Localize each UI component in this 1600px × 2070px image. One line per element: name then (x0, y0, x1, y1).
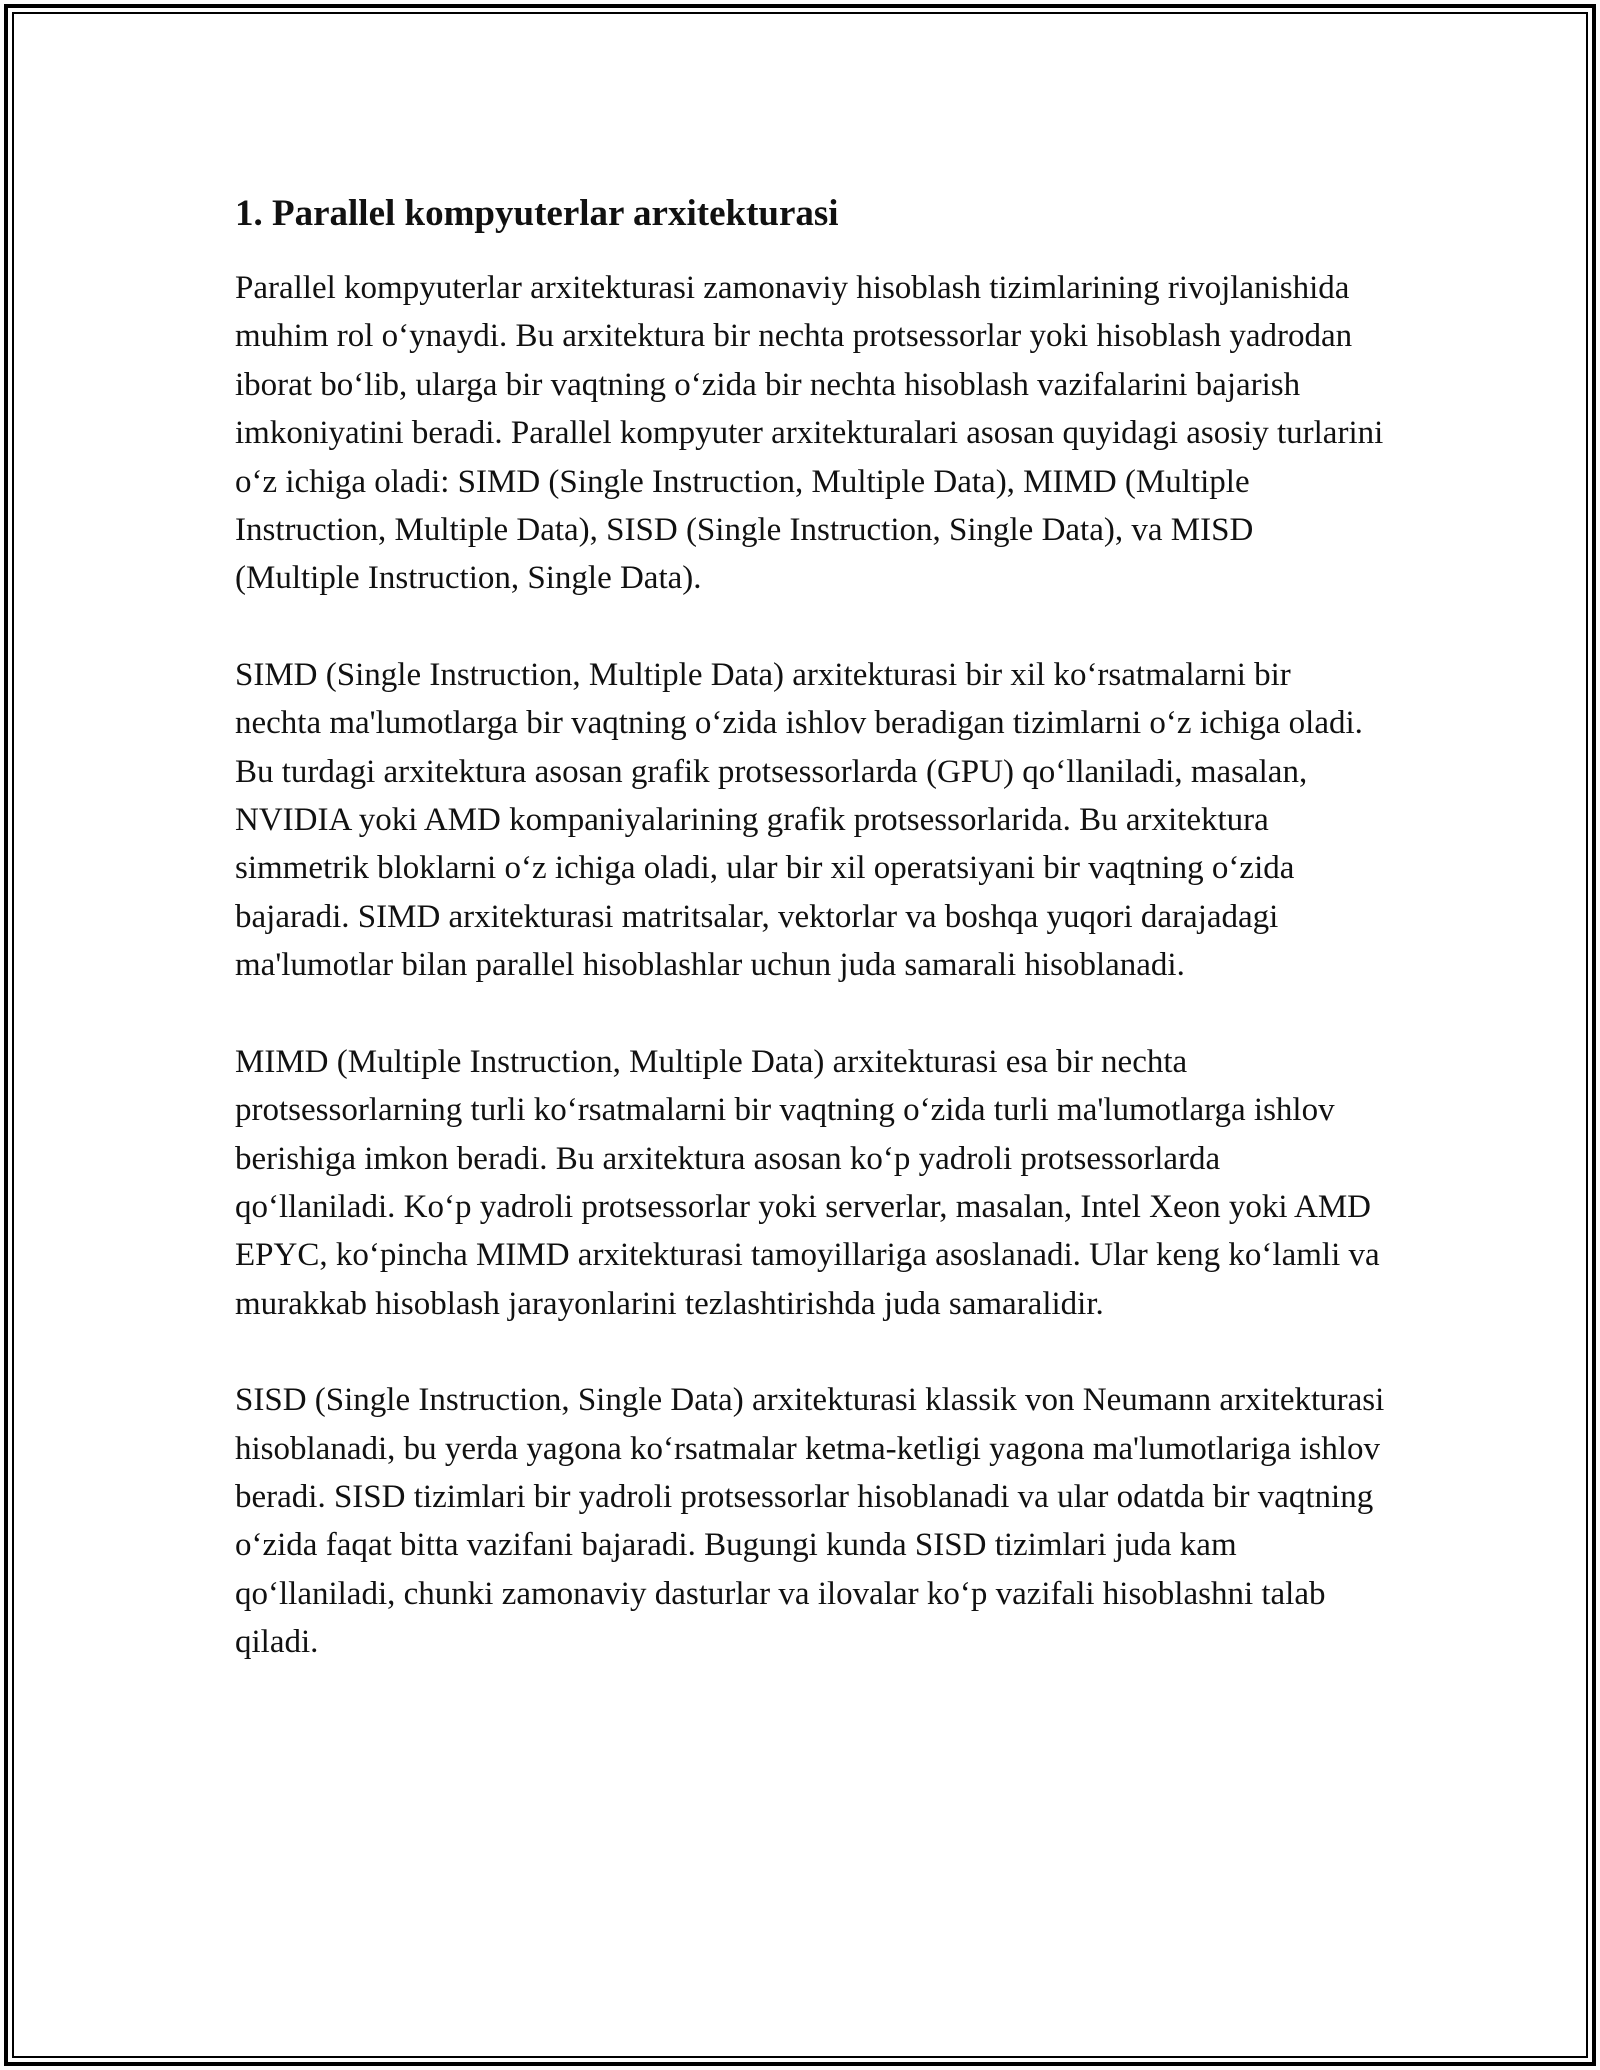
paragraph-intro: Parallel kompyuterlar arxitekturasi zamonaviy hisoblash tizimlarining rivojlanishida muhim rol oʻynaydi. Bu arxitektura bir nechta protsessorlar yoki hisoblash yadrodan iborat boʻlib, ularga bir vaqtning oʻzida bir nechta hisoblash vazifalarini bajarish imkoniyatini beradi. Parallel kompyuter arxitekturalari asosan quyidagi asosiy turlarini oʻz ichiga oladi: SIMD (Single Instruction, Multiple Data), MIMD (Multiple Instruction, Multiple Data), SISD (Single Instruction, Single Data), va MISD (Multiple Instruction, Single Data). (235, 270, 1384, 597)
paragraph-sisd: SISD (Single Instruction, Single Data) arxitekturasi klassik von Neumann arxitekturasi hisoblanadi, bu yerda yagona koʻrsatmalar ketma-ketligi yagona ma'lumotlariga ishlov beradi. SISD tizimlari bir yadroli protsessorlar hisoblanadi va ular odatda bir vaqtning oʻzida faqat bitta vazifani bajaradi. Bugungi kunda SISD tizimlari juda kam qoʻllaniladi, chunki zamonaviy dasturlar va ilovalar koʻp vazifali hisoblashni talab qiladi. (235, 1382, 1385, 1661)
section-heading: 1. Parallel kompyuterlar arxitekturasi (235, 193, 839, 234)
document-body (235, 184, 1385, 1715)
paragraph-mimd: MIMD (Multiple Instruction, Multiple Data) arxitekturasi esa bir nechta protsessorlarning turli koʻrsatmalarni bir vaqtning oʻzida turli ma'lumotlarga ishlov berishiga imkon beradi. Bu arxitektura asosan koʻp yadroli protsessorlarda qoʻllaniladi. Koʻp yadroli protsessorlar yoki serverlar, masalan, Intel Xeon yoki AMD EPYC, koʻpincha MIMD arxitekturasi tamoyillariga asoslanadi. Ular keng koʻlamli va murakkab hisoblash jarayonlarini tezlashtirishda juda samaralidir. (235, 1043, 1380, 1322)
paragraph-simd: SIMD (Single Instruction, Multiple Data) arxitekturasi bir xil koʻrsatmalarni bir nechta ma'lumotlarga bir vaqtning oʻzida ishlov beradigan tizimlarni oʻz ichiga oladi. Bu turdagi arxitektura asosan grafik protsessorlarda (GPU) qoʻllaniladi, masalan, NVIDIA yoki AMD kompaniyalarining grafik protsessorlarida. Bu arxitektura simmetrik bloklarni oʻz ichiga oladi, ular bir xil operatsiyani bir vaqtning oʻzida bajaradi. SIMD arxitekturasi matritsalar, vektorlar va boshqa yuqori darajadagi ma'lumotlar bilan parallel hisoblashlar uchun juda samarali hisoblanadi. (235, 656, 1363, 984)
